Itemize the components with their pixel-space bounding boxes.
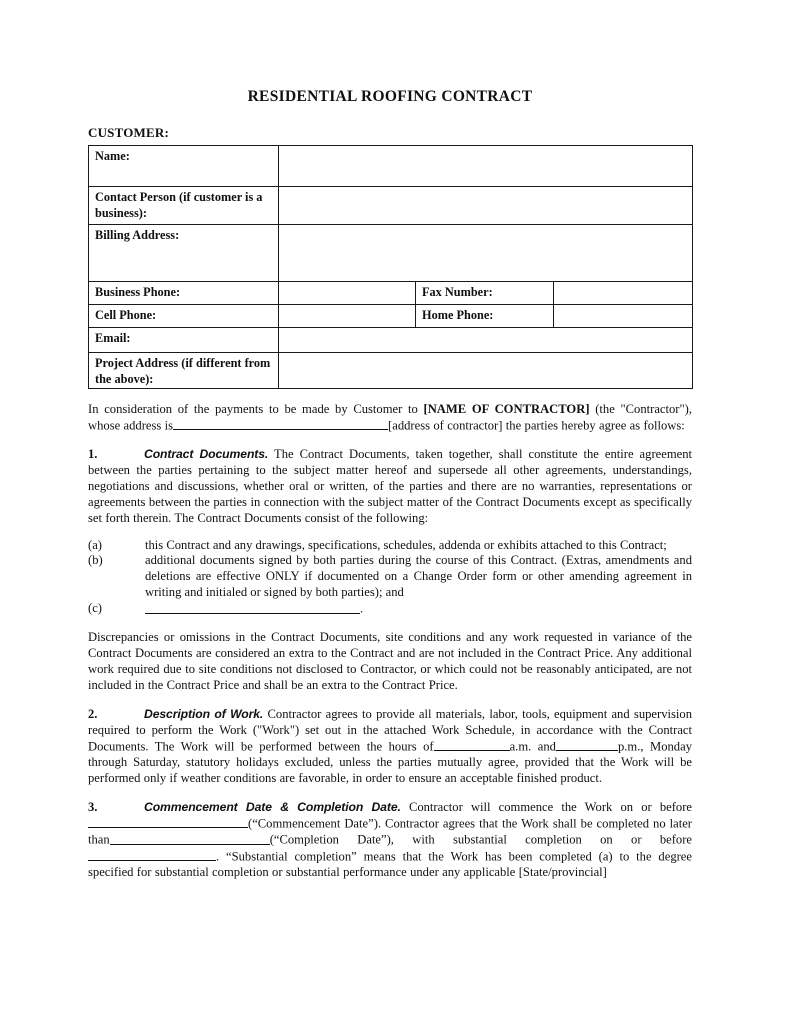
list-item [88,553,692,601]
section-2-heading: Description of Work. [144,706,264,721]
field-label-home-phone: Home Phone: [416,305,554,328]
commencement-date-blank[interactable] [88,816,248,829]
work-start-hour-blank[interactable] [434,739,510,752]
section-3-heading: Commencement Date & Completion Date. [144,799,401,814]
field-label-contact-person: Contact Person (if customer is a business): [89,187,279,225]
list-item-text-b: additional documents signed by both parties during the course of this Contract. (Extras, amendments and deletions are effective ONLY if documented on a Change Order form or other amending agreement in writing and initialed or signed by both parties); and [145,553,692,600]
field-value-name[interactable] [279,146,693,187]
preamble-text-part3: [address of contractor] the parties hereby agree as follows: [388,418,685,433]
list-item-text-c [145,601,692,617]
field-value-project-address[interactable] [279,353,693,389]
additional-document-blank[interactable] [145,601,360,614]
section-1-body: The Contract Documents, taken together, shall constitute the entire agreement between the parties pertaining to the subject matter hereof and supersede all other agreements, understandings, negotiations and discussions, whether oral or written, of the parties and there are no warranties, representations or agreements between the parties in connection with the subject matter of the Contract Documents except as specifically set forth therein. The Contract Documents consist of the following: [88,447,693,525]
field-value-fax-number[interactable] [554,282,693,305]
section-1-heading: Contract Documents. [144,447,269,462]
section-2-body-b: a.m. and [509,739,556,754]
list-item-marker-a: (a) [88,537,102,552]
section-3-paragraph [88,787,692,881]
section-3-body-d: . “Substantial completion” means that the Work has been completed (a) to the degree specified for substantial completion or substantial performance under any applicable [State/provincial] [88,849,692,879]
preamble-text-part1: In consideration of the payments to be made by Customer to [88,402,424,416]
table-row [89,225,693,282]
table-row [89,328,693,353]
list-item [88,601,692,617]
table-row [89,353,693,389]
customer-section-label: CUSTOMER: [88,125,170,140]
section-1-number: 1. [88,447,98,462]
section-3-body-b: (“Commencement Date”). Contractor agrees that the Work shall be completed no later than [88,816,692,847]
section-3-body-a: Contractor will commence the Work on or before [400,799,692,814]
customer-info-table [88,145,693,389]
section-3-body-c: (“Completion Date”), with substantial completion on or before [269,832,692,847]
table-row [89,305,693,328]
field-value-business-phone[interactable] [279,282,416,305]
field-label-name: Name: [89,146,279,187]
contractor-name-placeholder: [NAME OF CONTRACTOR] [423,402,590,416]
field-label-cell-phone: Cell Phone: [89,305,279,328]
field-value-contact-person[interactable] [279,187,693,225]
table-row [89,146,693,187]
section-2-number: 2. [88,706,98,721]
section-2-paragraph [88,694,692,787]
field-value-email[interactable] [279,328,693,353]
section-3-number: 3. [88,799,98,814]
table-row [89,282,693,305]
list-item [88,538,692,554]
field-label-project-address: Project Address (if different from the above): [89,353,279,389]
field-label-fax-number: Fax Number: [416,282,554,305]
field-label-email: Email: [89,328,279,353]
section-1-trailing-paragraph: Discrepancies or omissions in the Contract Documents, site conditions and any work requested in variance of the Contract Documents are considered an extra to the Contract and are not included in the Contract Price. Any additional work required due to site conditions not disclosed to Contractor, or which could not be reasonably anticipated, are not included in the Contract Price and shall be an extra to the Contract Price. [88,630,692,693]
section-1-paragraph [88,434,692,526]
list-item-text-a: this Contract and any drawings, specifications, schedules, addenda or exhibits attached to this Contract; [145,537,667,552]
preamble-text-part2: (the "Contractor"), whose address is [88,402,692,433]
list-item-marker-b: (b) [88,553,103,568]
page-title: RESIDENTIAL ROOFING CONTRACT [247,88,533,105]
page-content [88,0,692,881]
list-item-text-c-suffix: . [360,601,364,616]
preamble-paragraph [88,389,692,434]
completion-date-blank[interactable] [110,832,270,845]
field-value-billing-address[interactable] [279,225,693,282]
substantial-completion-date-blank[interactable] [88,849,216,862]
section-2-body-c: p.m., Monday through Saturday, statutory holidays excluded, unless the parties mutually agree, provided that the Work will be performed only if weather conditions are favorable, in order to ensure an acceptable finished product. [88,739,692,785]
field-value-cell-phone[interactable] [279,305,416,328]
field-value-home-phone[interactable] [554,305,693,328]
list-item-marker-c: (c) [88,601,102,616]
field-label-billing-address: Billing Address: [89,225,279,282]
table-row [89,187,693,225]
field-label-business-phone: Business Phone: [89,282,279,305]
contract-documents-list [88,527,692,618]
section-2-body-a: Contractor agrees to provide all materials, labor, tools, equipment and supervision required to perform the Work ("Work") set out in the attached Work Schedule, in accordance with the Contract Documents. The Work will be performed between the hours of [88,706,692,754]
work-end-hour-blank[interactable] [556,739,618,752]
contractor-address-blank[interactable] [173,418,388,431]
